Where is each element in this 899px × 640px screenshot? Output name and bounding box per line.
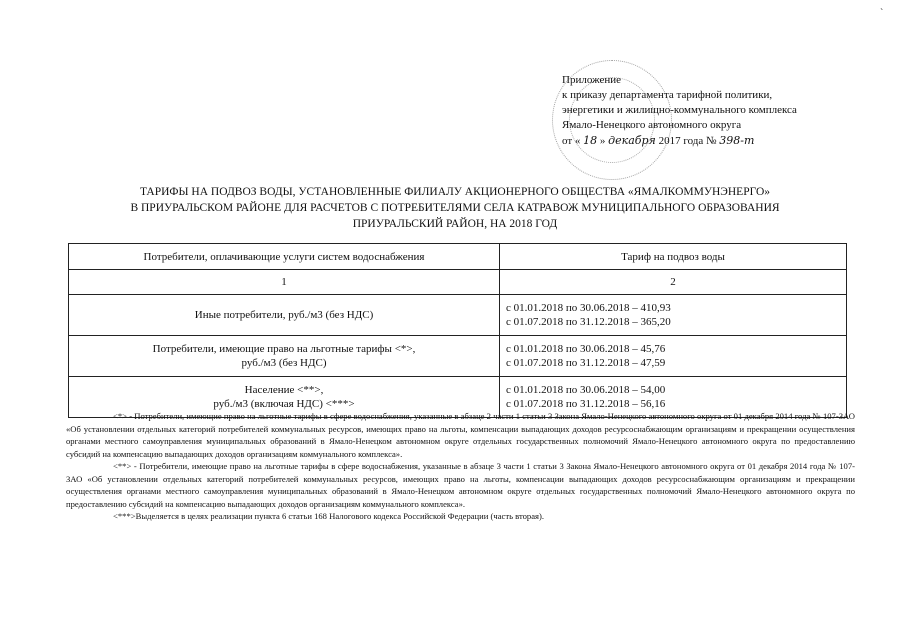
appendix-line: энергетики и жилищно-коммунального комплекса [562, 104, 797, 116]
order-number: 398-т [719, 134, 755, 147]
appendix-block [562, 73, 862, 149]
tariff-cell [500, 295, 847, 336]
consumer-line: Иные потребители, руб./м3 (без НДС) [194, 309, 374, 321]
consumer-line: руб./м3 (включая НДС) <***> [213, 398, 355, 410]
footnote-1: <*> - Потребители, имеющие право на льготные тарифы в сфере водоснабжения, указанные в абзаце 2 части 1 статьи 3 Закона Ямало-Ненецкого автономного округа от 01 декабря 2014 года № 107-ЗАО «Об установлении отдельных категорий потребителей коммунальных ресурсов, имеющих право на льготы, компенсации выпадающих доходов ресурсоснабжающим организациям и прекращении осуществления органами местного самоуправления муниципальных образований в Ямало-Ненецком автономном округе отдельных государственных полномочий Ямало-Ненецкого автономного округа по предоставлению субсидий на компенсацию выпадающих доходов организациям коммунального комплекса». [66, 411, 855, 459]
title-line: В ПРИУРАЛЬСКОМ РАЙОНЕ ДЛЯ РАСЧЕТОВ С ПОТРЕБИТЕЛЯМИ СЕЛА КАТРАВОЖ МУНИЦИПАЛЬНОГО ОБРАЗОВАНИЯ [130, 202, 780, 214]
consumer-line: руб./м3 (без НДС) [241, 357, 327, 369]
tariff-line: с 01.01.2018 по 30.06.2018 – 45,76 [506, 343, 666, 355]
tariff-line: с 01.07.2018 по 31.12.2018 – 56,16 [506, 398, 666, 410]
appendix-line: Приложение [562, 74, 622, 86]
date-separator: » [599, 135, 606, 147]
tariff-line: с 01.07.2018 по 31.12.2018 – 47,59 [506, 357, 666, 369]
title-line: ТАРИФЫ НА ПОДВОЗ ВОДЫ, УСТАНОВЛЕННЫЕ ФИЛИАЛУ АКЦИОНЕРНОГО ОБЩЕСТВА «ЯМАЛКОММУНЭНЕРГО» [139, 186, 771, 198]
column-number-row [69, 270, 847, 295]
footnotes [66, 410, 855, 523]
appendix-line: Ямало-Ненецкого автономного округа [562, 119, 742, 131]
order-day: 18 [583, 134, 598, 147]
footnote-3: <***>Выделяется в целях реализации пункта 6 статьи 168 Налогового кодекса Российской Федерации (часть вторая). [113, 511, 544, 521]
tariff-line: с 01.01.2018 по 30.06.2018 – 54,00 [506, 384, 666, 396]
date-prefix: от « [562, 135, 581, 147]
order-date-line [562, 133, 862, 149]
tariff-line: с 01.01.2018 по 30.06.2018 – 410,93 [506, 302, 671, 314]
footnote-2: <**> - Потребители, имеющие право на льготные тарифы в сфере водоснабжения, указанные в абзаце 3 части 1 статьи 3 Закона Ямало-Ненецкого автономного округа от 01 декабря 2014 года № 107-ЗАО «Об установлении отдельных категорий потребителей коммунальных ресурсов, имеющих право на льготы, компенсации выпадающих доходов ресурсоснабжающим организациям и прекращении осуществления органами местного самоуправления муниципальных образований в Ямало-Ненецком автономном округе отдельных государственных полномочий Ямало-Ненецкого автономного округа по предоставлению субсидий на компенсацию выпадающих доходов организациям коммунального комплекса». [66, 461, 855, 509]
tariff-table [68, 243, 847, 418]
header-consumers: Потребители, оплачивающие услуги систем водоснабжения [69, 244, 500, 270]
tariff-line: с 01.07.2018 по 31.12.2018 – 365,20 [506, 316, 671, 328]
title-line: ПРИУРАЛЬСКИЙ РАЙОН, НА 2018 ГОД [352, 218, 558, 230]
table-row [69, 336, 847, 377]
consumer-line: Население <**>, [244, 384, 324, 396]
table-row [69, 295, 847, 336]
consumer-cell [69, 336, 500, 377]
table-header-row [69, 244, 847, 270]
scan-mark: ` [880, 8, 884, 19]
document-title [60, 184, 850, 232]
column-number: 1 [69, 270, 500, 295]
consumer-line: Потребители, имеющие право на льготные тарифы <*>, [152, 343, 416, 355]
column-number: 2 [500, 270, 847, 295]
appendix-line: к приказу департамента тарифной политики, [562, 89, 773, 101]
tariff-cell [500, 336, 847, 377]
consumer-cell [69, 295, 500, 336]
order-year: 2017 года № [658, 135, 717, 147]
header-tariff: Тариф на подвоз воды [500, 244, 847, 270]
order-month: декабря [608, 134, 656, 147]
